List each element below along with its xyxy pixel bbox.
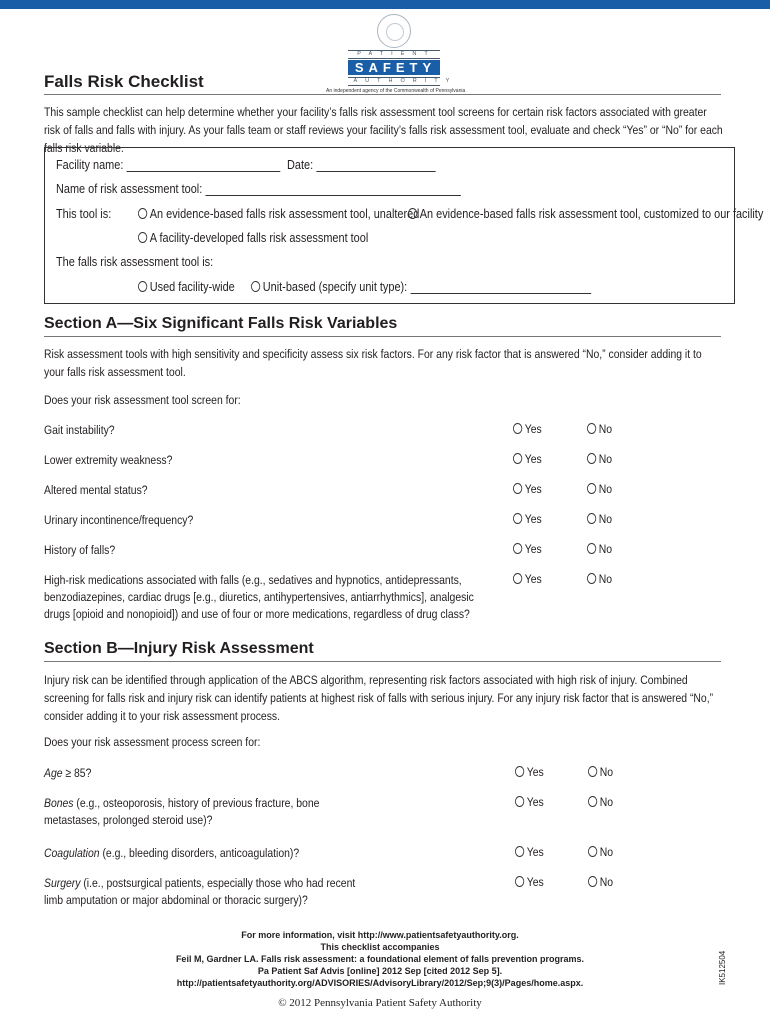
- coagulation-rest: (e.g., bleeding disorders, anticoagulation)?: [99, 846, 300, 860]
- mental-status-no[interactable]: [587, 482, 612, 496]
- radio-circle-icon[interactable]: [513, 573, 522, 584]
- radio-circle-icon[interactable]: [408, 208, 417, 219]
- tool-name-field[interactable]: [56, 181, 461, 196]
- title-divider: [44, 94, 721, 95]
- radio-unaltered-label: An evidence-based falls risk assessment tool, unaltered: [149, 206, 420, 221]
- no-label: No: [599, 875, 614, 889]
- radio-circle-icon[interactable]: [515, 876, 524, 887]
- section-b-prompt: Does your risk assessment process screen for:: [44, 735, 261, 749]
- radio-customized[interactable]: [408, 206, 763, 221]
- medications-no[interactable]: [587, 572, 612, 586]
- no-label: No: [598, 422, 613, 436]
- logo-tagline: An independent agency of the Commonwealth of Pennsylvania: [326, 88, 466, 94]
- logo-patient-text: PATIENT: [348, 50, 440, 59]
- yes-label: Yes: [524, 542, 542, 556]
- radio-circle-icon[interactable]: [588, 876, 597, 887]
- yes-label: Yes: [524, 482, 542, 496]
- page-title: Falls Risk Checklist: [44, 72, 204, 91]
- mental-status-yes[interactable]: [513, 482, 542, 496]
- urinary-no[interactable]: [587, 512, 612, 526]
- bones-no[interactable]: [588, 795, 613, 809]
- surgery-rest: (i.e., postsurgical patients, especially those who had recent limb amputation or major abdominal or thoracic surgery)?: [44, 876, 356, 907]
- yes-label: Yes: [524, 452, 542, 466]
- radio-facility-wide-label: Used facility-wide: [149, 279, 235, 294]
- section-b-divider: [44, 661, 721, 662]
- radio-circle-icon[interactable]: [588, 846, 597, 857]
- radio-circle-icon[interactable]: [138, 208, 147, 219]
- tool-is-label: This tool is:: [56, 206, 112, 221]
- radio-circle-icon[interactable]: [138, 232, 147, 243]
- question-history-falls: History of falls?: [44, 543, 116, 557]
- yes-label: Yes: [526, 765, 544, 779]
- tool-used-label: The falls risk assessment tool is:: [56, 254, 214, 269]
- history-falls-yes[interactable]: [513, 542, 542, 556]
- radio-circle-icon[interactable]: [588, 796, 597, 807]
- question-surgery: [44, 875, 363, 909]
- radio-unit-based-label: Unit-based (specify unit type):: [262, 279, 408, 294]
- question-gait: Gait instability?: [44, 423, 115, 437]
- section-a-intro: Risk assessment tools with high sensitivity and specificity assess six risk factors. For any risk factor that is answered “No,” consider adding it to your falls risk assessment tool.: [44, 347, 702, 379]
- medications-yes[interactable]: [513, 572, 542, 586]
- facility-name-label: Facility name:: [56, 157, 124, 172]
- radio-circle-icon[interactable]: [515, 766, 524, 777]
- section-a-prompt: Does your risk assessment tool screen for:: [44, 393, 241, 407]
- radio-circle-icon[interactable]: [515, 846, 524, 857]
- bones-yes[interactable]: [515, 795, 544, 809]
- section-a-divider: [44, 336, 721, 337]
- no-label: No: [598, 482, 613, 496]
- radio-circle-icon[interactable]: [587, 573, 596, 584]
- age-rest: ≥ 85?: [62, 766, 92, 780]
- no-label: No: [599, 845, 614, 859]
- footer-more-info[interactable]: For more information, visit http://www.patientsafetyauthority.org.: [241, 930, 519, 940]
- footer-journal: Pa Patient Saf Advis [online] 2012 Sep [cited 2012 Sep 5].: [257, 966, 503, 976]
- intro-paragraph: This sample checklist can help determine whether your facility’s falls risk assessment tool screens for certain risk factors associated with greater risk of falls and falls with injury. As your falls team or staff reviews your facility’s falls risk assessment tool, evaluate and check “Yes” or “No” for each falls risk variable.: [44, 105, 723, 155]
- radio-unit-based[interactable]: [251, 279, 591, 294]
- urinary-yes[interactable]: [513, 512, 542, 526]
- question-bones: [44, 795, 363, 829]
- tool-name-label: Name of risk assessment tool:: [56, 181, 203, 196]
- logo-authority-text: AUTHORITY: [348, 77, 440, 86]
- footer-citation: [150, 929, 610, 989]
- footer-reference: Feil M, Gardner LA. Falls risk assessment: a foundational element of falls prevention programs.: [175, 954, 585, 964]
- radio-circle-icon[interactable]: [513, 453, 522, 464]
- coagulation-key: Coagulation: [44, 846, 100, 860]
- date-label: Date:: [287, 157, 314, 172]
- section-b-intro: Injury risk can be identified through application of the ABCS algorithm, representing risk factors associated with high risk of injury. Combined screening for falls risk and injury risk can identify patients at highest risk of falls with serious injury. For any injury risk factor that is answered “No,” consider adding it to your risk assessment process.: [44, 673, 714, 723]
- radio-circle-icon[interactable]: [513, 423, 522, 434]
- logo-safety-text: SAFETY: [348, 60, 440, 75]
- facility-info-box: [44, 147, 764, 304]
- tool-name-input[interactable]: [205, 184, 460, 196]
- gait-no[interactable]: [587, 422, 612, 436]
- pennsylvania-seal-icon: [377, 14, 411, 48]
- question-age: [44, 765, 481, 782]
- radio-circle-icon[interactable]: [587, 423, 596, 434]
- yes-label: Yes: [526, 795, 544, 809]
- yes-label: Yes: [524, 422, 542, 436]
- coagulation-no[interactable]: [588, 845, 613, 859]
- unit-type-input[interactable]: [410, 282, 591, 294]
- question-coagulation: [44, 845, 481, 862]
- date-input[interactable]: [316, 160, 435, 172]
- radio-circle-icon[interactable]: [513, 543, 522, 554]
- surgery-key: Surgery: [44, 876, 81, 890]
- age-key: Age: [44, 766, 63, 780]
- top-color-bar: [0, 0, 770, 9]
- no-label: No: [598, 572, 613, 586]
- no-label: No: [598, 542, 613, 556]
- radio-circle-icon[interactable]: [515, 796, 524, 807]
- radio-circle-icon[interactable]: [587, 543, 596, 554]
- radio-circle-icon[interactable]: [587, 483, 596, 494]
- coagulation-yes[interactable]: [515, 845, 544, 859]
- lower-extremity-yes[interactable]: [513, 452, 542, 466]
- question-urinary: Urinary incontinence/frequency?: [44, 513, 194, 527]
- section-a-title: Section A—Six Significant Falls Risk Variables: [44, 315, 398, 332]
- yes-label: Yes: [524, 572, 542, 586]
- section-b-title: Section B—Injury Risk Assessment: [44, 640, 314, 657]
- radio-customized-label: An evidence-based falls risk assessment tool, customized to our facility: [419, 206, 764, 221]
- yes-label: Yes: [524, 512, 542, 526]
- no-label: No: [598, 512, 613, 526]
- bones-key: Bones: [44, 796, 74, 810]
- no-label: No: [599, 795, 614, 809]
- lower-extremity-no[interactable]: [587, 452, 612, 466]
- history-falls-no[interactable]: [587, 542, 612, 556]
- patient-safety-authority-logo: [326, 14, 466, 94]
- radio-circle-icon[interactable]: [587, 453, 596, 464]
- surgery-yes[interactable]: [515, 875, 544, 889]
- gait-yes[interactable]: [513, 422, 542, 436]
- radio-circle-icon[interactable]: [251, 281, 260, 292]
- radio-facility-developed[interactable]: [138, 230, 368, 245]
- radio-circle-icon[interactable]: [513, 483, 522, 494]
- bones-rest: (e.g., osteoporosis, history of previous fracture, bone metastases, prolonged steroid use)?: [44, 796, 320, 827]
- footer-url[interactable]: http://patientsafetyauthority.org/ADVISORIES/AdvisoryLibrary/2012/Sep;9(3)/Pages/home.aspx.: [176, 978, 584, 988]
- radio-facility-developed-label: A facility-developed falls risk assessment tool: [149, 230, 369, 245]
- radio-circle-icon[interactable]: [138, 281, 147, 292]
- question-lower-extremity: Lower extremity weakness?: [44, 453, 173, 467]
- no-label: No: [598, 452, 613, 466]
- radio-circle-icon[interactable]: [587, 513, 596, 524]
- yes-label: Yes: [526, 845, 544, 859]
- radio-circle-icon[interactable]: [588, 766, 597, 777]
- yes-label: Yes: [526, 875, 544, 889]
- date-field[interactable]: [287, 157, 435, 172]
- facility-name-input[interactable]: [126, 160, 280, 172]
- facility-name-field[interactable]: [56, 157, 280, 172]
- age-no[interactable]: [588, 765, 613, 779]
- copyright: © 2012 Pennsylvania Patient Safety Authority: [278, 997, 482, 1009]
- radio-facility-wide[interactable]: [138, 279, 235, 294]
- footer-accompanies: This checklist accompanies: [320, 942, 440, 952]
- radio-circle-icon[interactable]: [513, 513, 522, 524]
- radio-unaltered[interactable]: [138, 206, 419, 221]
- age-yes[interactable]: [515, 765, 544, 779]
- question-mental-status: Altered mental status?: [44, 483, 148, 497]
- document-code: IK512504: [718, 950, 727, 985]
- no-label: No: [599, 765, 614, 779]
- question-medications: High-risk medications associated with falls (e.g., sedatives and hypnotics, antidepressants, benzodiazepines, cardiac drugs [e.g., diuretics, antihypertensives, antiarrhythmics], analgesic drugs [opioid and nonopioid]) and use of four or more medications, regardless of drug class?: [44, 573, 474, 621]
- surgery-no[interactable]: [588, 875, 613, 889]
